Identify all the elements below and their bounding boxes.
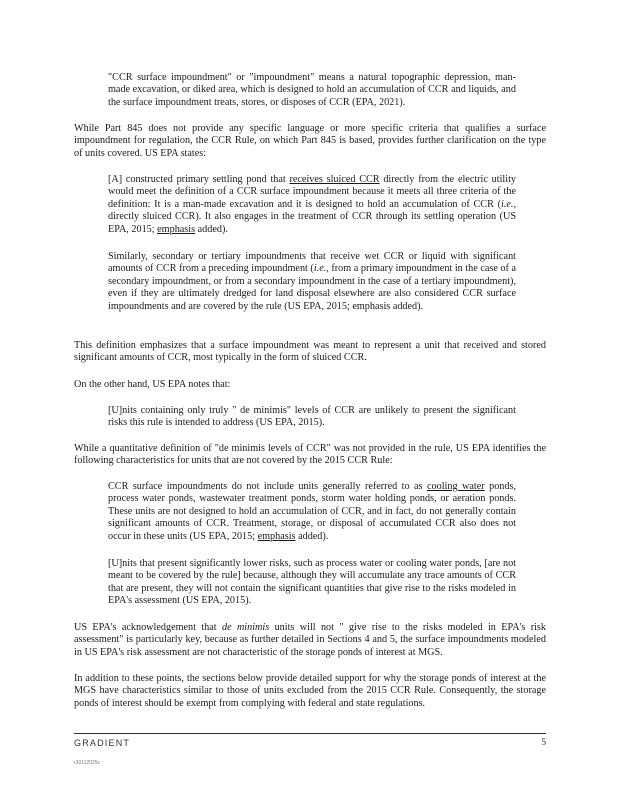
paragraph-de-minimis-acknowledgement: US EPA's acknowledgement that de minimis units will not " give rise to the risks modeled in EPA's risk assessment" is particularly key, because as further detailed in Sections 4 and 5, the surface impoundments modeled in US EPA's risk assessment are not characteristic of the storage ponds of interest at MGS.: [74, 622, 546, 658]
block-quote-excluded-units: CCR surface impoundments do not include units generally referred to as cooling water ponds, process water ponds, wastewater treatment ponds, storm water holding ponds, or aeration ponds. These units are not designed to hold an accumulation of CCR, and in fact, do not generally contain significant amounts of CCR. Treatment, storage, or disposal of accumulated CCR also does not occur in these units (US EPA, 2015; emphasis added).: [108, 481, 516, 542]
paragraph-epa-notes: On the other hand, US EPA notes that:: [74, 379, 231, 390]
paragraph-part-845-clarification: While Part 845 does not provide any specific language or more specific criteria that qualifies a surface impoundment for regulation, the CCR Rule, on which Part 845 is based, provides further clarification on the type of units covered. US EPA states:: [74, 123, 546, 159]
emphasis-word: emphasis: [157, 223, 196, 235]
footer-divider: [74, 733, 546, 734]
paragraph-conclusion: In addition to these points, the sections below provide detailed support for why the storage ponds of interest at the MGS have characteristics similar to those of units excluded from the 2015 CCR Rule. Consequently, the storage ponds of interest should be exempt from complying with federal and state regulations.: [74, 673, 546, 709]
block-quote-impoundment-definition: "CCR surface impoundment" or "impoundment" means a natural topographic depression, man-made excavation, or diked area, which is designed to hold an accumulation of CCR and liquids, and the surface impoundment treats, stores, or disposes of CCR (EPA, 2021).: [108, 72, 516, 108]
page-number: 5: [541, 738, 546, 748]
block-quote-lower-risk-units: [U]nits that present significantly lower risks, such as process water or cooling water ponds, [are not meant to be covered by the rule] because, although they will accumulate any trace amounts of CCR that are present, they will not contain the significant quantities that give rise to the risks modeled in EPA's assessment (US EPA, 2015).: [108, 558, 516, 607]
block-quote-settling-pond: [A] constructed primary settling pond that receives sluiced CCR directly from the electric utility would meet the definition of a CCR surface impoundment because it meets all three criteria of the definition: It is a man-made excavation and it is designed to hold an accumulation of CCR (i.e., directly sluiced CCR). It also engages in the treatment of CCR through its settling operation (US EPA, 2015; emphasis added).: [108, 174, 516, 235]
block-quote-de-minimis: [U]nits containing only truly " de minimis" levels of CCR are unlikely to present the significant risks this rule is intended to address (US EPA, 2015).: [108, 405, 516, 429]
emphasis-cooling-water: cooling water: [426, 481, 485, 492]
block-quote-secondary-impoundments: Similarly, secondary or tertiary impoundments that receive wet CCR or liquid with significant amounts of CCR from a preceding impoundment (i.e., from a primary impoundment in the case of a secondary impoundment, or from a secondary impoundment in the case of a tertiary impoundment), even if they are ultimately dredged for land disposal elsewhere are also considered CCR surface impoundments and are covered by the rule (US EPA, 2015; emphasis added).: [108, 251, 516, 312]
emphasis-word: emphasis: [257, 530, 296, 542]
document-id: r30112025c: [74, 760, 101, 766]
paragraph-quantitative-definition: While a quantitative definition of "de minimis levels of CCR" was not provided in the rule, US EPA identifies the following characteristics for units that are not covered by the 2015 CCR Rule:: [74, 443, 546, 467]
emphasis-receives-sluiced-ccr: receives sluiced CCR: [289, 174, 380, 185]
company-logo: GRADIENT: [74, 738, 131, 748]
paragraph-definition-emphasis: This definition emphasizes that a surface impoundment was meant to represent a unit that received and stored significant amounts of CCR, most typically in the form of sluiced CCR.: [74, 340, 546, 364]
